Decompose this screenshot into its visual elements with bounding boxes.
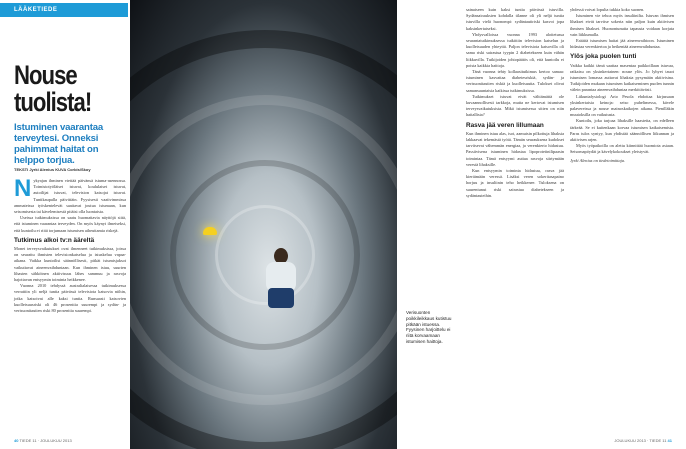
lead-paragraph: Istuminen vaarantaa terveytesi. Onneksi pahimmat haitat on helppo torjua. <box>14 122 103 166</box>
page-number-right: 41 <box>667 438 672 443</box>
yellow-lamp <box>203 227 217 235</box>
body-paragraph: Tänä vuonna tehty kollaasitutkimus kertoo samaa: istuminen kasvattaa diabetesriskiä, sydän- ja verisuonitautien riskiä ja kuolleisuutta. Tulokset olivat samansuuntaisia kaikissa tutkimuksissa. <box>466 69 564 93</box>
body-paragraph: Istuminen vie tehoa myös insuliinilta. Istuvan ihmisen lihakset eivät tarvitse sokeria niin paljon kuin aktiivisen ihmisen lihakset. Huonontunutta tapausta voidaan korjata vain liikkumalla. <box>570 13 674 37</box>
body-paragraph: Vuonna 2010 tehdyssä australialaisessa tutkimuksessa verrattiin yli neljä tuntia päivässä televisiota katsovia niihin, jotka katsoivat alle kaksi tuntia. Runsaasti katsovien kuolleisuusriski oli 46 prosenttia suurempi ja sydän- ja verisuonitautien riski 80 prosenttia suurempi. <box>14 283 126 314</box>
intro-paragraph: Nykyajan ihminen viettää päivänsä istuma-asennossa. Toimistotyöläiset istuvat, koululaiset istuvat, autoilijat istuvat, television katsojat istuvat. Tuntikaupalla päivittäin. Fyysisesti vaativimmissa ammateissa työskentelevät saattavat joutua istumaan, kun seisomisesta tai kävelemisestä pitäisi olla luontaista. <box>14 175 126 215</box>
left-column <box>14 175 126 314</box>
body-paragraph: sainaiseen kuin kaksi tuntia päivässä istuvilla. Sydänsairauksien kohdalla tilanne oli yli neljä tuntia istuvilla vielä huonompi: sydäntautiriski kasvoi jopa kaksinkertaiseksi. <box>466 7 564 31</box>
middle-column <box>466 7 564 199</box>
body-paragraph: Monet terveysvaikutukset ovat ilmenneet tutkimuksissa, joissa on seurattu ihmisten televisionkatselua ja istuskelua vapaa-aikana. Vaikka kuntoilisi säännöllisesti, pitkät istumisjaksot vaikuttavat aineenvaihduntaan. Kun ihminen istuu, suurten lihasten sähköinen aktiivisuus lähes sammuu ja rasvoja hajottavan entsyymin toiminta heikkenee. <box>14 246 126 283</box>
author-byline: Jyrki Alenius on tiedetoimittaja. <box>570 157 626 163</box>
right-column <box>570 7 674 164</box>
tunnel-photo <box>130 0 397 449</box>
subhead-tv: Tutkimus alkoi tv:n ääreltä <box>14 236 95 244</box>
folio-left-text: TIEDE 11 · JOULUKUU 2013 <box>19 438 72 443</box>
folio-left <box>14 438 72 443</box>
body-paragraph: Vaikka kaikki tämä saattaa masentaa paikkoillaan istuvaa, ratkaisu on yksinkertainen: nouse ylös. Jo lyhyet tauot istumisen lomassa auttavat lihaksia pysymään aktiivisina. Tutkijoiden mukaan istumisen katkaiseminen puolen tunnin välein parantaa aineenvaihduntaa merkittävästi. <box>570 62 674 93</box>
body-paragraph: yhdessä voivat lopulta tukkia koko suonen. <box>570 7 645 12</box>
photo-caption: Verisuonten poikkileikkaus kutistuu pitkään istuessa. Fyysinen harjoittelu ei riitä korvaamaan istumisen haittoja. <box>403 307 461 348</box>
seated-person <box>264 248 300 310</box>
credits-line: TEKSTI Jyrki Alenius KUVA Corbis/Skoy <box>14 167 91 172</box>
body-paragraph: Kun ihminen istuu alas, isot, aamuisin pilkottuja lihaksia lakkaavat tekemästä työtä. Tämän seurauksena kudokset tarvitsevat vähemmän energiaa, ja verenkierto hidastuu. Passiivisena istuminen hidastaa lipoproteiinilipaasin toimintaa. Tämä entsyymi auttaa rasvoja siirtymään verestä lihaksille. <box>466 130 564 167</box>
folio-right-text: JOULUKUU 2013 · TIEDE 11 <box>614 438 667 443</box>
section-label: LÄÄKETIEDE <box>0 3 128 17</box>
drop-cap: N <box>14 175 32 202</box>
headline: Nouse tuolista! <box>14 60 92 117</box>
subhead-ylos: Ylös joka puolen tunti <box>570 53 637 61</box>
body-paragraph: Kun entsyymin toiminta hidastuu, rasva jää kiertämään veressä. Lisäksi veren sokeritasapaino horjuu ja insuliinin teho heikkenee. Tuloksena on suurentunut riski sairastua diabetekseen ja sydäntauteihin. <box>466 168 564 198</box>
body-paragraph: Erääitä istumisen haitat jää aineenvaihtoon. Istuminen hidastaa verenkiertoa ja heikentää aineenvaihduntaa. <box>570 38 674 50</box>
body-paragraph: Kuntoilu, joka tarjoaa lihaksille haasteita, on edelleen tärkeää. Se ei kuitenkaan korvaa istumisen katkaisemista. Paras tulos syntyy, kun yhdistää säännöllisen liikunnan ja aktiivisen arjen. <box>570 118 674 143</box>
body-paragraph: Tutkimukset istuvat eivät välttämättä ole kuvaannollisesti tarkkoja, mutta ne kertovat istumisen terveysvaikutuksista. Mikä istumisessa sitten on niin haitallista? <box>466 93 564 118</box>
subhead-rasva: Rasva jää veren lillumaan <box>466 121 544 129</box>
body-paragraph: Liikuntafysiologi Arto Pesola ehdottaa kirjassaan yksinkertaisia keinoja: seiso puhelimessa, kävele palavereissa ja nouse mainoskatkojen aikana. Pienilläkin muutoksilla on vaikutusta. <box>570 93 674 118</box>
page-number-left: 40 <box>14 438 19 443</box>
body-paragraph: Yhdysvalloissa vuonna 1993 aloitetussa seurantatutkimuksessa tutkittiin television katselun ja kuolleisuuden yhteyttä. Paljon televisiota katsovilla oli sama riski sairastua tyypin 2 diabetekseen kuin vähän liikkuvilla. Tutkijoiden johtopäätös oli, että kuntoilu ei poista kaikkia haittoja. <box>466 31 564 68</box>
body-paragraph: Myös työpaikoilla on alettu kiinnittää huomiota asiaan. Seisomapöydät ja kävelykokoukset yleistyvät. <box>570 143 674 155</box>
person-legs <box>268 288 294 308</box>
folio-right <box>614 438 672 443</box>
body-paragraph: Useissa tutkimuksissa on saatu huomattavia näyttöjä siitä, että istuminen vaarantaa terveyden. On myös käynyt ilmeiseksi, että kuntoilu ei riitä torjumaan istumisen aiheuttamia riskejä. <box>14 215 126 233</box>
